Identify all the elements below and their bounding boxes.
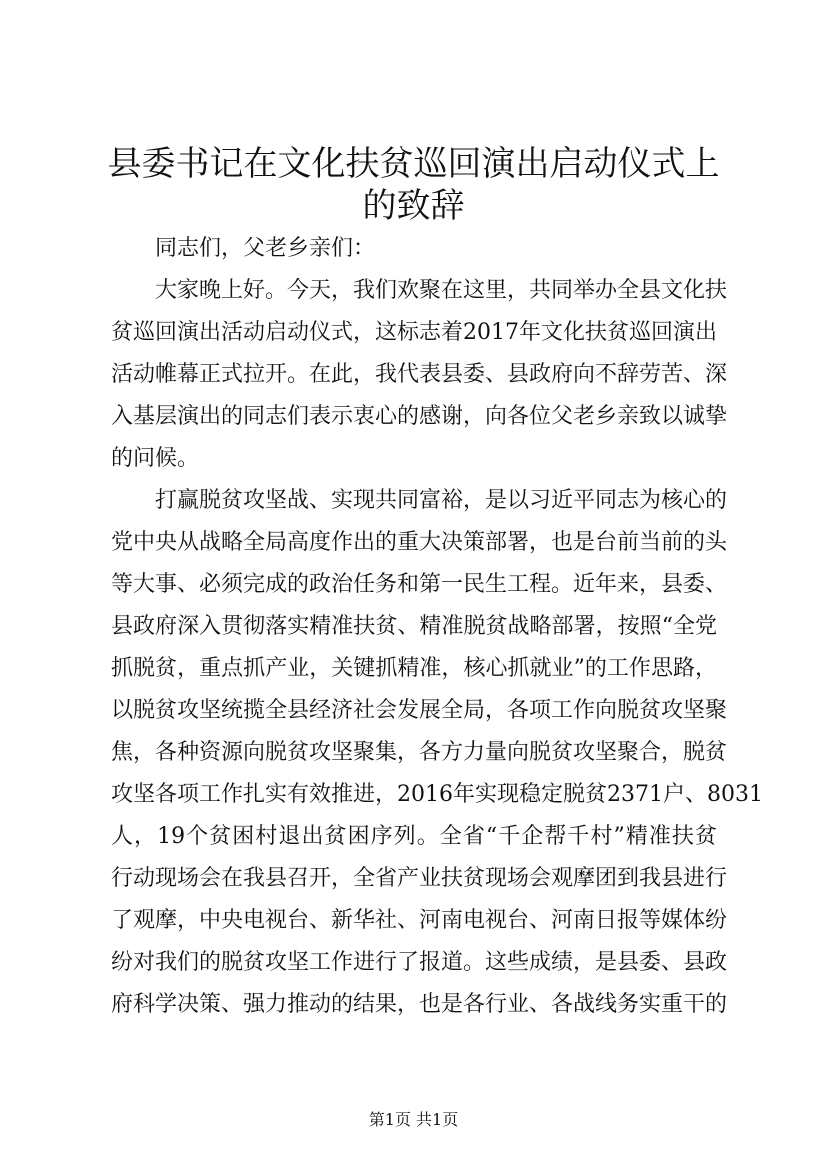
page-footer: 第1页 共1页: [368, 1110, 459, 1129]
paragraph-line: 纷对我们的脱贫攻坚工作进行了报道。这些成绩，是县委、县政: [111, 950, 728, 975]
paragraph-line: 以脱贫攻坚统揽全县经济社会发展全局，各项工作向脱贫攻坚聚: [111, 698, 728, 723]
paragraph-line: 县政府深入贯彻落实精准扶贫、精准脱贫战略部署，按照“全党: [111, 614, 717, 639]
document-title: 县委书记在文化扶贫巡回演出启动仪式上的致辞: [107, 144, 720, 226]
paragraph-line: 等大事、必须完成的政治任务和第一民生工程。近年来，县委、: [111, 572, 728, 597]
paragraph-line: 活动帷幕正式拉开。在此，我代表县委、县政府向不辞劳苦、深: [111, 362, 728, 387]
paragraph-line: 的问候。: [111, 446, 200, 471]
paragraph-line: 抓脱贫，重点抓产业，关键抓精准，核心抓就业”的工作思路，: [111, 656, 717, 681]
paragraph-line: 贫巡回演出活动启动仪式，这标志着2017年文化扶贫巡回演出: [111, 320, 717, 345]
paragraph-line: 党中央从战略全局高度作出的重大决策部署，也是台前当前的头: [111, 530, 728, 555]
paragraph-line: 人，19个贫困村退出贫困序列。全省“千企帮千村”精准扶贫: [111, 824, 717, 849]
document-body: [111, 228, 763, 1026]
paragraph-line: 行动现场会在我县召开，全省产业扶贫现场会观摩团到我县进行: [111, 866, 728, 891]
paragraph-line: 大家晚上好。今天，我们欢聚在这里，共同举办全县文化扶: [155, 278, 728, 303]
paragraph-line: 府科学决策、强力推动的结果，也是各行业、各战线务实重干的: [111, 992, 728, 1017]
paragraph-line: 攻坚各项工作扎实有效推进，2016年实现稳定脱贫2371户、8031: [111, 782, 763, 807]
paragraph-line: 了观摩，中央电视台、新华社、河南电视台、河南日报等媒体纷: [111, 908, 728, 933]
paragraph-line: 焦，各种资源向脱贫攻坚聚集，各方力量向脱贫攻坚聚合，脱贫: [111, 740, 728, 765]
paragraph-line: 同志们，父老乡亲们：: [155, 236, 376, 261]
paragraph-line: 入基层演出的同志们表示衷心的感谢，向各位父老乡亲致以诚挚: [111, 404, 728, 429]
paragraph-line: 打赢脱贫攻坚战、实现共同富裕，是以习近平同志为核心的: [155, 488, 728, 513]
